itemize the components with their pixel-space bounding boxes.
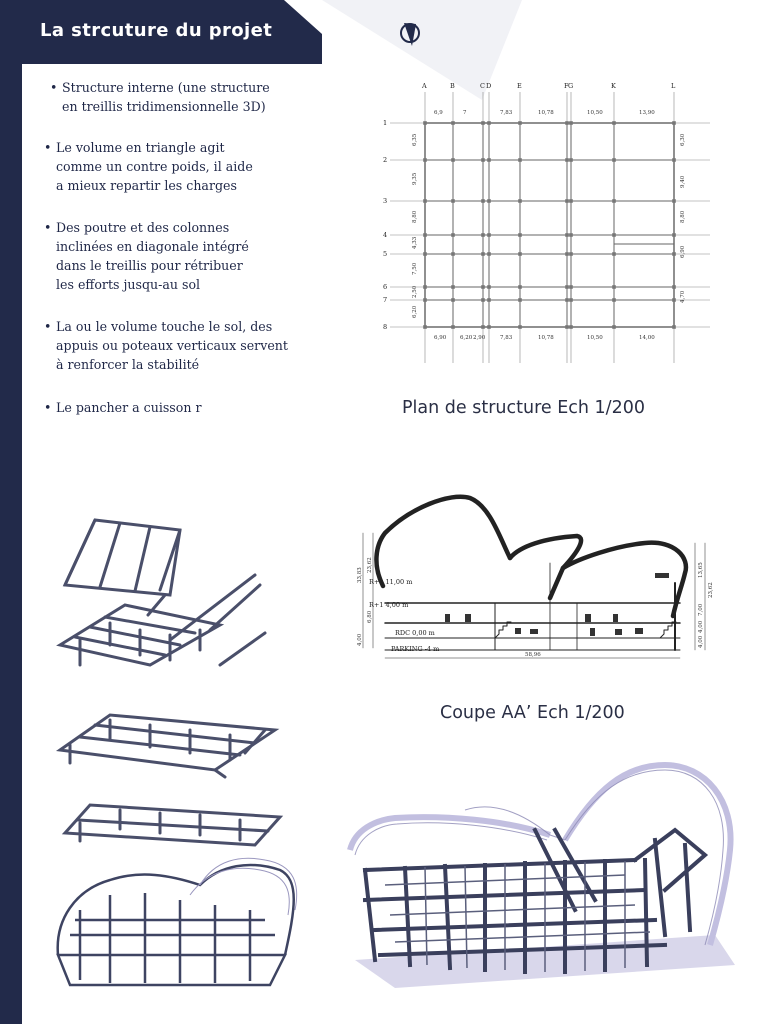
dim-label: 4,00 xyxy=(698,620,704,633)
section-caption: Coupe AA’ Ech 1/200 xyxy=(440,703,625,723)
column-node xyxy=(569,252,573,256)
column-node xyxy=(451,285,455,289)
column-node xyxy=(612,158,616,162)
dim-label: 58,96 xyxy=(525,652,541,658)
column-node xyxy=(481,158,485,162)
grid-column-label: K xyxy=(611,82,616,90)
page-title: La strcuture du projet xyxy=(40,20,273,41)
column-node xyxy=(612,285,616,289)
dim-label: 6,9 xyxy=(434,110,443,116)
column-node xyxy=(672,325,676,329)
column-node xyxy=(423,233,427,237)
column-node xyxy=(565,298,569,302)
grid-row-label: 8 xyxy=(383,323,388,331)
level-label: R+2 11,00 m xyxy=(369,578,413,586)
column-node xyxy=(569,285,573,289)
grid-column-label: L xyxy=(671,82,676,90)
grid-row-label: 4 xyxy=(383,231,388,239)
bullet-text: La ou le volume touche le sol, des appuis ou poteaux verticaux servent à renforcer la stabilité xyxy=(56,319,288,372)
column-node xyxy=(569,298,573,302)
column-node xyxy=(672,298,676,302)
grid-column-label: A xyxy=(422,82,427,90)
dim-label: 4,33 xyxy=(412,236,418,249)
column-node xyxy=(451,252,455,256)
dim-label: 4,00 xyxy=(698,635,704,648)
column-node xyxy=(672,199,676,203)
bullet-item: • Structure interne (une structure en treillis tridimensionnelle 3D) xyxy=(50,80,270,114)
bullet-item: • Le volume en triangle agit comme un contre poids, il aide a mieux repartir les charges xyxy=(44,140,253,193)
dim-label: 9,40 xyxy=(680,175,686,188)
column-node xyxy=(518,298,522,302)
column-node xyxy=(481,285,485,289)
bullet-text: Des poutre et des colonnes inclinées en diagonale intégré dans le treillis pour rétribuer les efforts jusqu-au sol xyxy=(56,220,249,292)
column-node xyxy=(451,121,455,125)
dim-label: 13,65 xyxy=(698,562,704,578)
column-node xyxy=(569,199,573,203)
column-node xyxy=(565,252,569,256)
dim-label: 33,83 xyxy=(357,567,363,583)
plan-caption: Plan de structure Ech 1/200 xyxy=(402,398,645,418)
column-node xyxy=(481,252,485,256)
section-drawing xyxy=(355,488,715,668)
grid-column-label: G xyxy=(568,82,574,90)
column-node xyxy=(518,252,522,256)
dim-label: 8,80 xyxy=(680,210,686,223)
column-node xyxy=(451,158,455,162)
structure-3d-perspective xyxy=(335,760,745,990)
dim-label: 2,90 xyxy=(473,335,486,341)
dim-label: 8,80 xyxy=(412,210,418,223)
grid-row-label: 6 xyxy=(383,283,388,291)
column-node xyxy=(487,252,491,256)
dim-label: 7,50 xyxy=(412,262,418,275)
structure-plan xyxy=(370,78,710,368)
column-node xyxy=(423,285,427,289)
dim-label: 10,50 xyxy=(587,335,603,341)
column-node xyxy=(487,325,491,329)
bullet-text: Structure interne (une structure en treillis tridimensionnelle 3D) xyxy=(62,80,270,114)
column-node xyxy=(481,325,485,329)
grid-row-label: 2 xyxy=(383,156,388,164)
dim-label: 6,35 xyxy=(412,133,418,146)
dim-label: 4,00 xyxy=(357,633,363,646)
column-node xyxy=(612,121,616,125)
column-node xyxy=(481,298,485,302)
column-node xyxy=(612,199,616,203)
column-node xyxy=(487,158,491,162)
column-node xyxy=(569,121,573,125)
column-node xyxy=(487,298,491,302)
grid-column-label: E xyxy=(517,82,522,90)
column-node xyxy=(518,199,522,203)
column-node xyxy=(423,252,427,256)
column-node xyxy=(487,199,491,203)
column-node xyxy=(423,158,427,162)
column-node xyxy=(569,325,573,329)
dim-label: 23,62 xyxy=(708,582,714,598)
bullet-item: • Des poutre et des colonnes inclinées en diagonale intégré dans le treillis pour rétribuer les efforts jusqu-au sol xyxy=(44,220,249,292)
column-node xyxy=(487,233,491,237)
bullet-item: • La ou le volume touche le sol, des appuis ou poteaux verticaux servent à renforcer la stabilité xyxy=(44,319,288,372)
column-node xyxy=(518,233,522,237)
column-node xyxy=(565,158,569,162)
dim-label: 7 xyxy=(463,110,467,116)
grid-column-label: B xyxy=(450,82,455,90)
dim-label: 14,00 xyxy=(639,335,655,341)
dim-label: 6,90 xyxy=(434,335,447,341)
dim-label: 6,80 xyxy=(367,610,373,623)
grid-column-label: F xyxy=(564,82,569,90)
column-node xyxy=(565,285,569,289)
column-node xyxy=(423,298,427,302)
column-node xyxy=(612,325,616,329)
column-node xyxy=(612,252,616,256)
column-node xyxy=(451,199,455,203)
bullet-text: Le volume en triangle agit comme un contre poids, il aide a mieux repartir les charges xyxy=(56,140,253,193)
column-node xyxy=(672,158,676,162)
column-node xyxy=(423,325,427,329)
dim-label: 2,50 xyxy=(412,285,418,298)
column-node xyxy=(565,325,569,329)
column-node xyxy=(481,199,485,203)
column-node xyxy=(612,298,616,302)
column-node xyxy=(451,233,455,237)
column-node xyxy=(518,285,522,289)
dim-label: 7,00 xyxy=(698,603,704,616)
dim-label: 6,20 xyxy=(460,335,473,341)
dim-label: 23,62 xyxy=(367,557,373,573)
dim-label: 7,83 xyxy=(500,110,513,116)
dim-label: 13,90 xyxy=(639,110,655,116)
column-node xyxy=(672,233,676,237)
dim-label: 6,90 xyxy=(680,245,686,258)
dim-label: 6,20 xyxy=(412,305,418,318)
column-node xyxy=(565,233,569,237)
dim-label: 7,83 xyxy=(500,335,513,341)
dim-label: 9,35 xyxy=(412,172,418,185)
column-node xyxy=(672,252,676,256)
column-node xyxy=(423,199,427,203)
dim-label: 10,78 xyxy=(538,110,554,116)
dim-label: 6,30 xyxy=(680,133,686,146)
column-node xyxy=(487,285,491,289)
north-arrow-icon xyxy=(398,20,422,50)
column-node xyxy=(672,121,676,125)
level-label: R+1 4,00 m xyxy=(369,601,409,609)
grid-column-label: D xyxy=(486,82,492,90)
bullet-text: Le pancher a cuisson r xyxy=(56,400,202,415)
column-node xyxy=(451,298,455,302)
grid-row-label: 5 xyxy=(383,250,388,258)
dim-label: 4,70 xyxy=(680,290,686,303)
column-node xyxy=(518,325,522,329)
plan-outline xyxy=(425,123,674,327)
level-label: PARKING -4 m xyxy=(391,645,440,653)
column-node xyxy=(565,121,569,125)
column-node xyxy=(423,121,427,125)
column-node xyxy=(569,233,573,237)
exploded-structure-diagram xyxy=(50,515,290,995)
dim-label: 10,78 xyxy=(538,335,554,341)
column-node xyxy=(569,158,573,162)
dim-label: 10,50 xyxy=(587,110,603,116)
bullet-item: • Le pancher a cuisson r xyxy=(44,400,202,415)
column-node xyxy=(481,121,485,125)
level-label: RDC 0,00 m xyxy=(395,629,435,637)
grid-row-label: 1 xyxy=(383,119,388,127)
column-node xyxy=(518,158,522,162)
column-node xyxy=(487,121,491,125)
column-node xyxy=(672,285,676,289)
grid-column-label: C xyxy=(480,82,485,90)
grid-row-label: 3 xyxy=(383,197,388,205)
column-node xyxy=(565,199,569,203)
column-node xyxy=(481,233,485,237)
sidebar-band xyxy=(0,0,22,1024)
grid-row-label: 7 xyxy=(383,296,388,304)
column-node xyxy=(518,121,522,125)
column-node xyxy=(451,325,455,329)
column-node xyxy=(612,233,616,237)
